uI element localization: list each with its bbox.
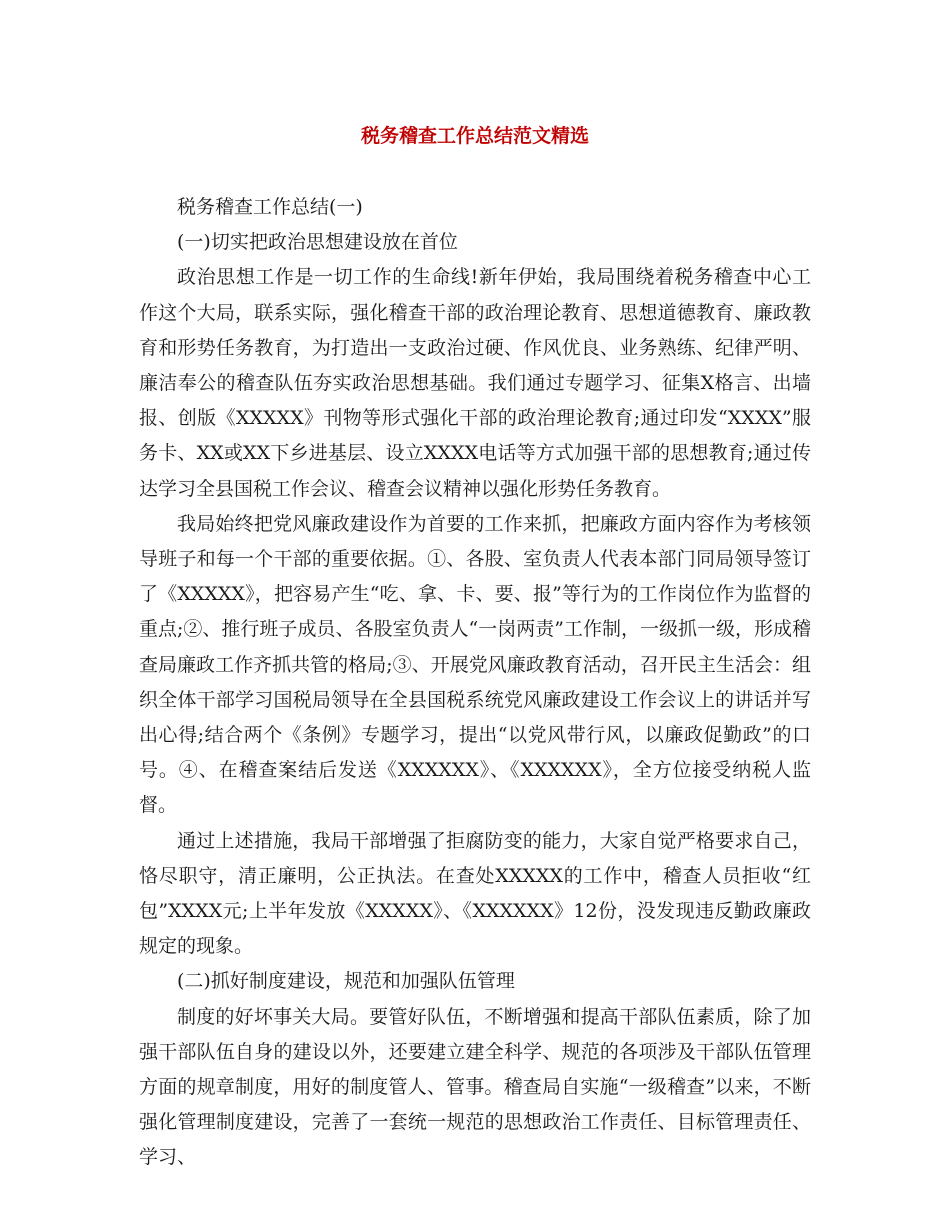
body-paragraph: 通过上述措施，我局干部增强了拒腐防变的能力，大家自觉严格要求自己，恪尽职守，清正廉明，公正执法。在查处XXXXX的工作中，稽查人员拒收“红包”XXXX元;上半年发放《XXXXX》、《XXXXXX》12份，没发现违反勤政廉政规定的现象。 xyxy=(139,829,811,958)
section-heading: 税务稽查工作总结(一) xyxy=(177,196,363,218)
body-paragraph: 我局始终把党风廉政建设作为首要的工作来抓，把廉政方面内容作为考核领导班子和每一个干部的重要依据。①、各股、室负责人代表本部门同局领导签订了《XXXXX》，把容易产生“吃、拿、卡、要、报”等行为的工作岗位作为监督的重点;②、推行班子成员、各股室负责人“一岗两责”工作制，一级抓一级，形成稽查局廉政工作齐抓共管的格局;③、开展党风廉政教育活动，召开民主生活会：组织全体干部学习国税局领导在全县国税系统党风廉政建设工作会议上的讲话并写出心得;结合两个《条例》专题学习，提出“以党风带行风，以廉政促勤政”的口号。④、在稽查案结后发送《XXXXXX》、《XXXXXX》，全方位接受纳税人监督。 xyxy=(139,512,811,817)
body-paragraph: 政治思想工作是一切工作的生命线!新年伊始，我局围绕着税务稽查中心工作这个大局，联系实际，强化稽查干部的政治理论教育、思想道德教育、廉政教育和形势任务教育，为打造出一支政治过硬、作风优良、业务熟练、纪律严明、廉洁奉公的稽查队伍夯实政治思想基础。我们通过专题学习、征集X格言、出墙报、创版《XXXXX》刊物等形式强化干部的政治理论教育;通过印发“XXXX”服务卡、XX或XX下乡进基层、设立XXXX电话等方式加强干部的思想教育;通过传达学习全县国税工作会议、稽查会议精神以强化形势任务教育。 xyxy=(139,266,811,500)
document-body xyxy=(139,190,811,1176)
body-paragraph: 制度的好坏事关大局。要管好队伍，不断增强和提高干部队伍素质，除了加强干部队伍自身的建设以外，还要建立建全科学、规范的各项涉及干部队伍管理方面的规章制度，用好的制度管人、管事。稽查局自实施“一级稽查”以来，不断强化管理制度建设，完善了一套统一规范的思想政治工作责任、目标管理责任、学习、 xyxy=(139,1005,811,1169)
document-title: 税务稽查工作总结范文精选 xyxy=(360,125,589,147)
subsection-heading: (一)切实把政治思想建设放在首位 xyxy=(177,231,458,254)
subsection-heading: (二)抓好制度建设，规范和加强队伍管理 xyxy=(177,970,515,993)
